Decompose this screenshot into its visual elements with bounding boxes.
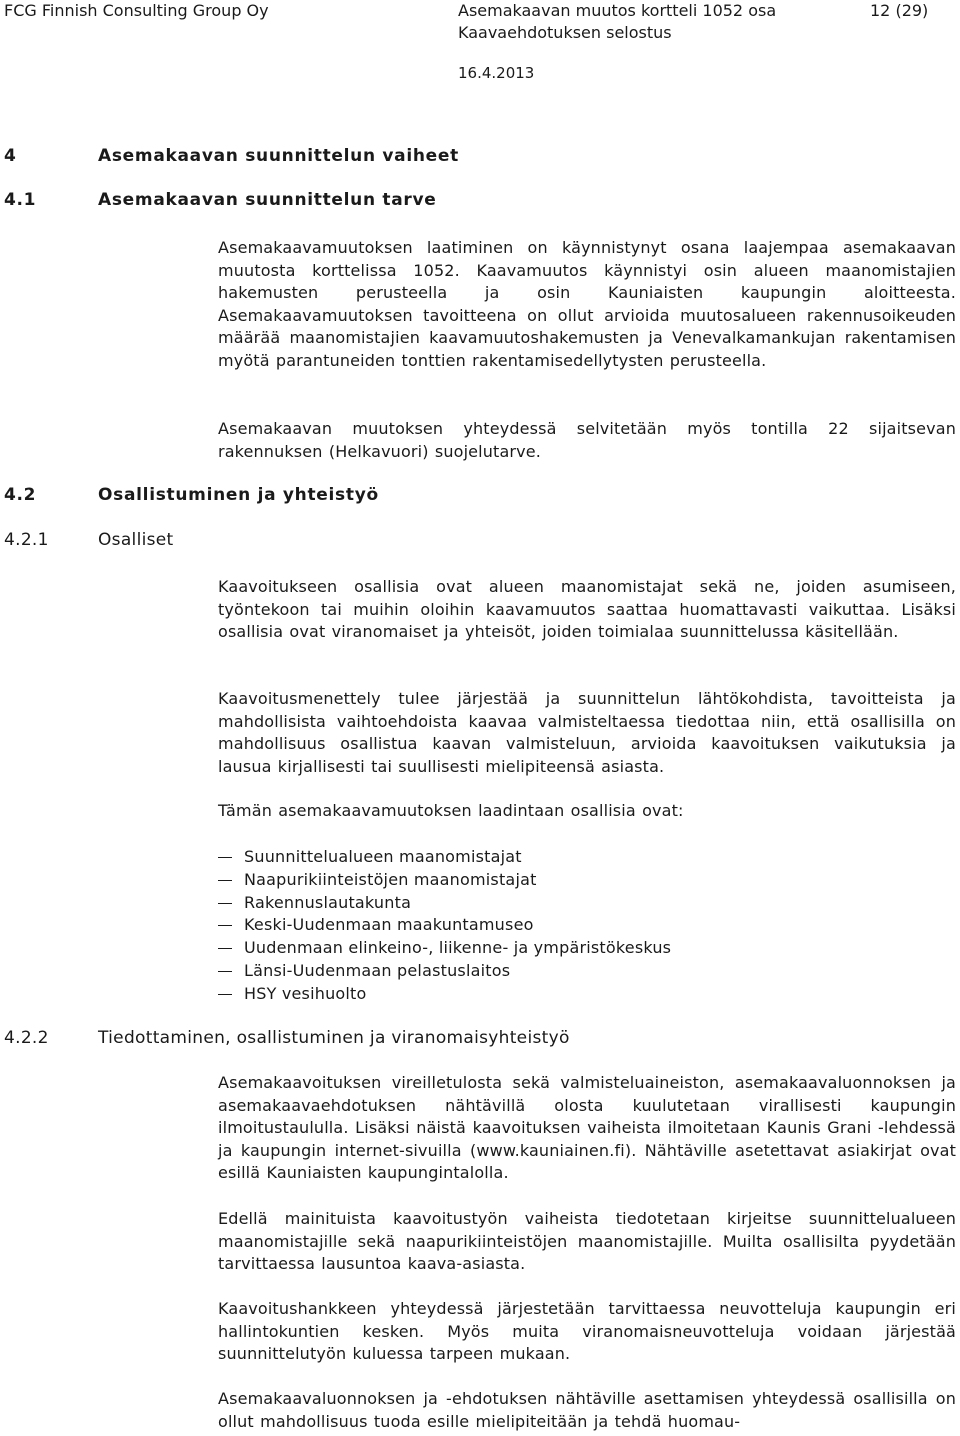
dash-bullet xyxy=(218,880,232,881)
dash-bullet xyxy=(218,925,232,926)
page-number: 12 (29) xyxy=(870,1,929,20)
paragraph: Kaavoitushankkeen yhteydessä järjestetään tarvittaessa neuvotteluja kaupungin eri hallintokuntien kesken. Myös muita viranomaisneuvotteluja voidaan järjestää suunnittelutyön kuluessa tarpeen mukaan. xyxy=(218,1299,956,1364)
paragraph: Kaavoitusmenettely tulee järjestää ja suunnittelun lähtökohdista, tavoitteista ja mahdollisista vaihtoehdoista kaavaa valmisteltaessa tiedottaa niin, että osallisilla on mahdollisuus osallistua kaavan valmisteluun, arvioida kaavoituksen vaikutuksia ja lausua kirjallisesti tai suullisesti mielipiteensä asiasta. xyxy=(218,689,956,776)
dash-bullet xyxy=(218,971,232,972)
list-item: Naapurikiinteistöjen maanomistajat xyxy=(218,869,918,892)
section-number: 4.2 xyxy=(4,485,37,505)
dash-bullet xyxy=(218,857,232,858)
paragraph: Edellä mainituista kaavoitustyön vaiheista tiedotetaan kirjeitse suunnittelualueen maanomistajille sekä naapurikiinteistöjen maanomistajille. Muilta osallisilta pyydetään tarvittaessa lausuntoa kaava-asiasta. xyxy=(218,1209,956,1274)
list-item: HSY vesihuolto xyxy=(218,983,918,1006)
list-item: Keski-Uudenmaan maakuntamuseo xyxy=(218,914,918,937)
document-title-line1: Asemakaavan muutos kortteli 1052 osa xyxy=(458,1,777,20)
list-item: Suunnittelualueen maanomistajat xyxy=(218,846,918,869)
section-heading-4-2 xyxy=(4,485,379,505)
osalliset-list xyxy=(218,846,918,1006)
dash-bullet xyxy=(218,948,232,949)
section-number: 4 xyxy=(4,146,17,166)
section-heading-4-1 xyxy=(4,190,437,210)
section-title: Osalliset xyxy=(98,530,174,550)
section-number: 4.1 xyxy=(4,190,37,210)
document-title-line2: Kaavaehdotuksen selostus xyxy=(458,23,672,42)
document-title xyxy=(458,0,798,44)
dash-bullet xyxy=(218,994,232,995)
paragraph: Kaavoitukseen osallisia ovat alueen maanomistajat sekä ne, joiden asumiseen, työntekoon tai muihin oloihin kaavamuutos saattaa huomattavasti vaikuttaa. Lisäksi osallisia ovat viranomaiset ja yhteisöt, joiden toimialaa suunnittelussa käsitellään. xyxy=(218,577,956,642)
section-title: Osallistuminen ja yhteistyö xyxy=(98,485,379,505)
company-name: FCG Finnish Consulting Group Oy xyxy=(4,1,269,20)
section-title: Asemakaavan suunnittelun tarve xyxy=(98,190,437,210)
section-title: Asemakaavan suunnittelun vaiheet xyxy=(98,146,459,166)
paragraph: Asemakaavoituksen vireilletulosta sekä valmisteluaineiston, asemakaavaluonnoksen ja asemakaavaehdotuksen nähtävillä olosta kuulutetaan virallisesti kaupungin ilmoitustaululla. Lisäksi näistä kaavoituksen vaiheista ilmoitetaan Kaunis Grani -lehdessä ja kaupungin internet-sivuilla (www.kauniainen.fi). Nähtäville asetettavat asiakirjat ovat esillä Kauniaisten kaupungintalolla. xyxy=(218,1073,956,1183)
section-heading-4 xyxy=(4,146,459,166)
dash-bullet xyxy=(218,903,232,904)
list-item: Uudenmaan elinkeino-, liikenne- ja ympäristökeskus xyxy=(218,937,918,960)
paragraph: Asemakaavaluonnoksen ja -ehdotuksen nähtäville asettamisen yhteydessä osallisilla on ollut mahdollisuus tuoda esille mielipiteitään ja tehdä huomau- xyxy=(218,1389,956,1431)
paragraph: Tämän asemakaavamuutoksen laadintaan osallisia ovat: xyxy=(218,801,684,820)
list-item: Rakennuslautakunta xyxy=(218,892,918,915)
section-heading-4-2-2 xyxy=(4,1028,570,1048)
section-heading-4-2-1 xyxy=(4,530,174,550)
document-date: 16.4.2013 xyxy=(458,64,535,82)
section-number: 4.2.2 xyxy=(4,1028,49,1048)
list-item: Länsi-Uudenmaan pelastuslaitos xyxy=(218,960,918,983)
section-number: 4.2.1 xyxy=(4,530,49,550)
paragraph: Asemakaavan muutoksen yhteydessä selvitetään myös tontilla 22 sijaitsevan rakennuksen (Helkavuori) suojelutarve. xyxy=(218,419,956,461)
section-title: Tiedottaminen, osallistuminen ja viranomaisyhteistyö xyxy=(98,1028,570,1048)
paragraph: Asemakaavamuutoksen laatiminen on käynnistynyt osana laajempaa asemakaavan muutosta korttelissa 1052. Kaavamuutos käynnistyi osin alueen maanomistajien hakemusten perusteella ja osin Kauniaisten kaupungin aloitteesta. Asemakaavamuutoksen tavoitteena on ollut arvioida muutosalueen rakennusoikeuden määrää maanomistajien kaavamuutoshakemusten ja Venevalkamankujan rakentamisen myötä parantuneiden tonttien rakentamisedellytysten perusteella. xyxy=(218,238,956,370)
